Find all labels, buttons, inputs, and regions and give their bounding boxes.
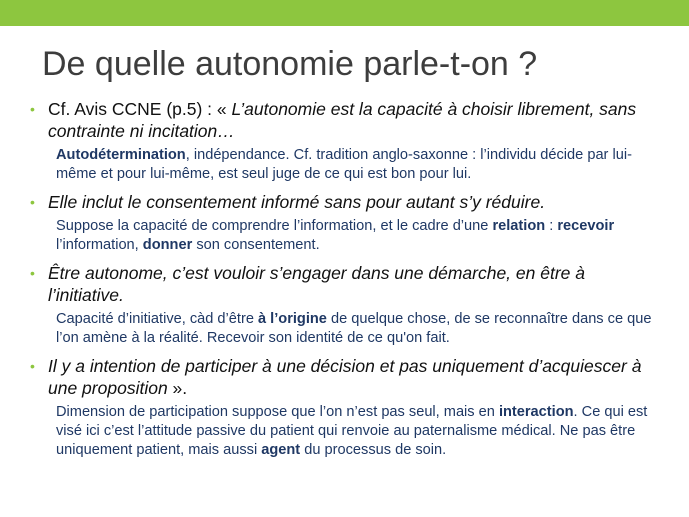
bullet-dot-icon: • <box>30 194 35 210</box>
bullet-1 <box>0 98 648 142</box>
bullet-dot-icon: • <box>30 265 35 281</box>
bullet-1-sub-keyword: Autodétermination <box>56 147 186 163</box>
bullet-4-sub-text-c: du processus de soin. <box>300 442 447 458</box>
bullet-2-sub-keyword-recevoir: recevoir <box>557 218 615 234</box>
bullet-3-sub-keyword: à l’origine <box>258 311 327 327</box>
bullet-2-sub-text-b: : <box>545 218 558 234</box>
bullet-2-sub-keyword-donner: donner <box>142 237 193 253</box>
bullet-1-sub-text: , indépendance. Cf. tradition anglo-saxonne : l’individu décide par lui-même et pour lui-même, est seul juge de ce qui est bon pour lui. <box>56 147 632 182</box>
bullet-1-lead: Cf. Avis CCNE (p.5) : « <box>48 99 232 119</box>
slide-content <box>0 98 689 460</box>
bullet-2-sub <box>0 217 656 255</box>
bullet-2-sub-text-d: son consentement. <box>192 237 320 253</box>
bullet-3-sub-text-b: de quelque chose, de se reconnaître dans ce que l’on amène à la réalité. Recevoir son identité de ce qu'on fait. <box>56 311 652 346</box>
bullet-4-sub-text-a: Dimension de participation suppose que l’on n’est pas seul, mais en <box>56 404 499 420</box>
bullet-3-text: Être autonome, c’est vouloir s’engager dans une démarche, en être à l’initiative. <box>48 263 585 305</box>
bullet-2 <box>0 191 648 213</box>
bullet-4 <box>0 355 648 399</box>
bullet-1-sub <box>0 146 656 184</box>
bullet-3-sub <box>0 310 656 348</box>
bullet-2-sub-text-a: Suppose la capacité de comprendre l’information, et le cadre d’une <box>56 218 493 234</box>
bullet-dot-icon: • <box>30 358 35 374</box>
bullet-3 <box>0 262 648 306</box>
bullet-4-sub-keyword-agent: agent <box>261 442 301 458</box>
bullet-4-sub <box>0 403 656 460</box>
bullet-4-sub-keyword-interaction: interaction <box>498 404 574 420</box>
top-accent-bar <box>0 0 689 26</box>
bullet-4-text: Il y a intention de participer à une décision et pas uniquement d’acquiescer à une proposition <box>48 356 642 398</box>
bullet-2-sub-keyword-relation: relation <box>492 218 546 234</box>
bullet-4-sub-text-b: . Ce qui est visé ici c’est l’attitude passive du patient qui renvoie au paternalisme médical. Ne pas être uniquement patient, mais aussi <box>56 404 648 458</box>
bullet-dot-icon: • <box>30 101 35 117</box>
slide-title: De quelle autonomie parle-t-on ? <box>42 45 538 83</box>
bullet-3-sub-text-a: Capacité d’initiative, càd d’être <box>56 311 258 327</box>
bullet-2-sub-text-c: l’information, <box>56 237 143 253</box>
bullet-2-text: Elle inclut le consentement informé sans pour autant s’y réduire. <box>48 192 546 212</box>
bullet-1-quote: L’autonomie est la capacité à choisir librement, sans contrainte ni incitation… <box>48 99 637 141</box>
bullet-4-closing-quote: ». <box>167 378 188 398</box>
